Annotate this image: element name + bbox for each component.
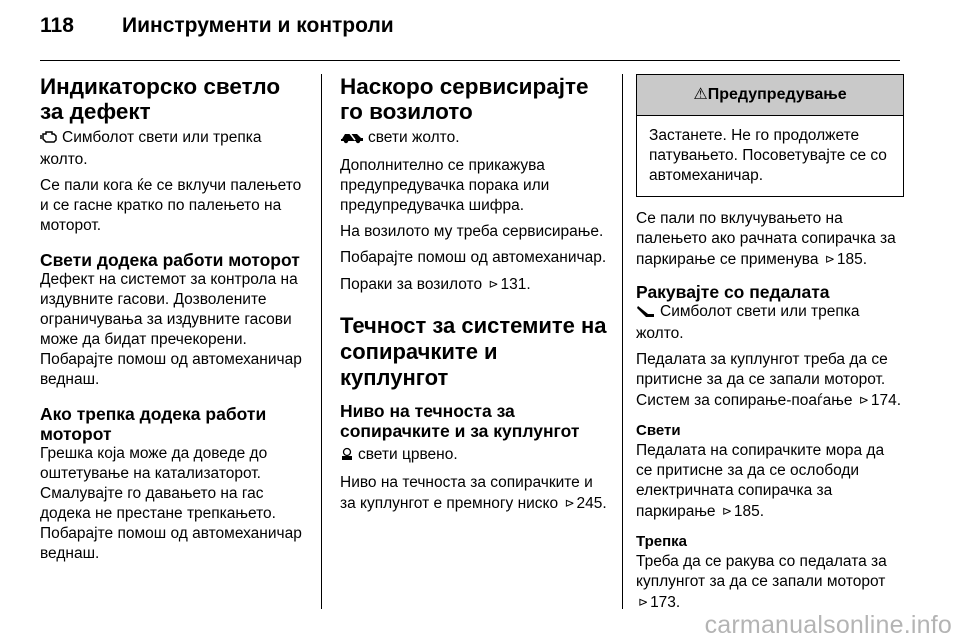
pedal-icon	[636, 304, 656, 324]
paragraph: Дополнително се прикажува предупредувачка порака или предупредувачка шифра.	[340, 157, 550, 214]
page-number: 118	[40, 14, 74, 37]
heading-pedal: Ракувајте со педалата	[636, 282, 830, 302]
heading-fault-light: Индикаторско светло за дефект	[40, 74, 281, 124]
paragraph: Се пали по вклучувањето на палењето ако рачната сопирачка за паркирање се применува ⊳ 185.	[636, 210, 896, 268]
warning-text: Застанете. Не го продолжете патувањето. Посоветувајте се со автомеханичар.	[649, 127, 887, 184]
page-ref-arrow-icon: ⊳	[721, 504, 732, 518]
warning-box	[636, 74, 904, 197]
heading-service-soon: Наскоро сервисирајте го возилото	[340, 74, 589, 124]
paragraph: Треба да се ракува со педалата за куплунгот за да се запали моторот ⊳ 173.	[636, 553, 887, 611]
section-title: Иинструменти и контроли	[122, 14, 394, 37]
column-2	[340, 74, 610, 520]
engine-check-icon	[40, 130, 58, 150]
paragraph: Пораки за возилото ⊳ 131.	[340, 276, 531, 293]
warning-header	[637, 75, 903, 116]
paragraph: свети жолто.	[340, 128, 610, 150]
paragraph: Дефект на системот за контрола на издувните гасови. Дозволените ограничувања за издувните гасови може да бидат пречекорени. Побарајте помош од автомеханичар веднаш.	[40, 271, 302, 388]
page-ref-arrow-icon: ⊳	[488, 277, 499, 291]
watermark: carmanualsonline.info	[704, 611, 952, 639]
column-3	[636, 74, 904, 619]
paragraph: Грешка која може да доведе до оштетување на катализаторот. Смалувајте го давањето на гас додека не престане трепкањето. Побарајте помош од автомеханичар веднаш.	[40, 445, 302, 562]
paragraph: Се пали кога ќе се вклучи палењето и се гасне кратко по палењето на моторот.	[40, 177, 302, 234]
paragraph: Симболот свети или трепка жолто.	[636, 303, 860, 342]
page-header	[40, 14, 900, 44]
page-ref-arrow-icon: ⊳	[564, 496, 575, 510]
page-ref-arrow-icon: ⊳	[824, 252, 835, 266]
heading-engine-running: Свети додека работи моторот	[40, 250, 300, 270]
paragraph: Педалата на сопирачките мора да се притисне за да се ослободи електричната сопирачка за паркирање ⊳ 185.	[636, 442, 885, 520]
page-ref-arrow-icon: ⊳	[638, 595, 649, 609]
paragraph: Симболот свети или трепка жолто.	[40, 129, 262, 168]
header-divider	[40, 60, 900, 61]
heading-flashing: Ако трепка додека работи моторот	[40, 404, 267, 444]
heading-fluid: Течност за системите на сопирачките и куплунгот	[340, 313, 607, 390]
brake-fluid-icon	[340, 447, 354, 467]
column-divider-2	[622, 74, 623, 609]
warning-icon: ⚠	[693, 86, 708, 103]
paragraph: На возилото му треба сервисирање.	[340, 223, 604, 240]
car-service-icon	[340, 130, 364, 150]
column-1	[40, 74, 308, 570]
paragraph: Побарајте помош од автомеханичар.	[340, 249, 607, 266]
warning-title: Предупредување	[707, 86, 847, 103]
page-ref-arrow-icon: ⊳	[858, 393, 869, 407]
column-divider-1	[321, 74, 322, 609]
paragraph: Педалата за куплунгот треба да се притисне за да се запали моторот. Систем за сопирање-поаѓање ⊳ 174.	[636, 351, 902, 409]
paragraph: Ниво на течноста за сопирачките и за куплунгот е премногу ниско ⊳ 245.	[340, 474, 607, 512]
heading-blink: Трепка	[636, 533, 688, 550]
paragraph: свети црвено.	[340, 445, 610, 467]
heading-fluid-level: Ниво на течноста за сопирачките и за куплунгот	[340, 401, 580, 441]
heading-lit: Свети	[636, 422, 681, 439]
